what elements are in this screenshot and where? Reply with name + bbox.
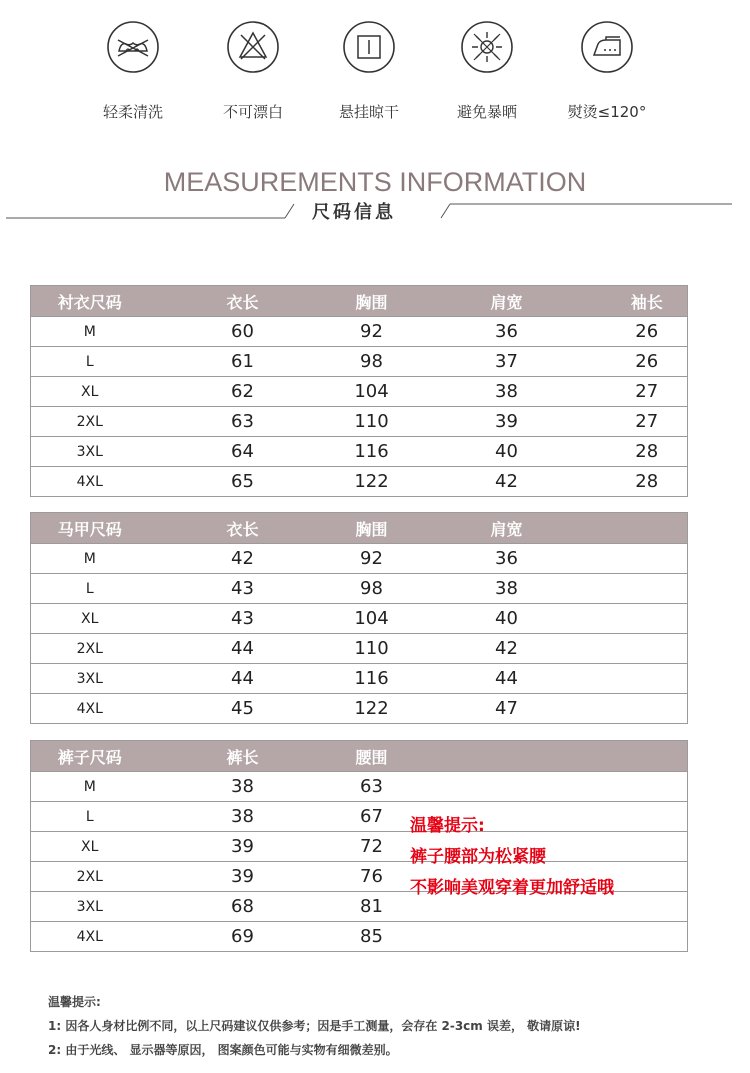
column-header: 胸围	[337, 286, 407, 317]
care-instructions	[0, 0, 750, 140]
vest-size-table	[30, 512, 688, 724]
table-cell: 68	[149, 892, 337, 922]
table-row	[31, 922, 688, 952]
table-cell	[607, 892, 688, 922]
size-cell: 3XL	[31, 437, 149, 467]
table-row	[31, 634, 688, 664]
care-label: 轻柔清洗	[102, 103, 163, 121]
table-cell: 26	[607, 317, 688, 347]
table-row	[31, 377, 688, 407]
table-cell: 38	[407, 574, 607, 604]
column-header: 肩宽	[407, 286, 607, 317]
table-row	[31, 802, 688, 832]
pants-tip-title: 温馨提示:	[410, 816, 485, 836]
size-cell: 3XL	[31, 892, 149, 922]
size-cell: 2XL	[31, 407, 149, 437]
table-cell: 26	[607, 347, 688, 377]
table-cell	[607, 574, 688, 604]
column-header	[407, 741, 607, 772]
table-cell: 39	[407, 407, 607, 437]
table-cell	[607, 832, 688, 862]
table-cell: 44	[149, 664, 337, 694]
table-cell: 85	[337, 922, 407, 952]
table-cell: 39	[149, 832, 337, 862]
no-bleach-icon	[226, 20, 280, 74]
table-cell	[607, 802, 688, 832]
column-header: 裤子尺码	[31, 741, 149, 772]
table-cell: 63	[337, 772, 407, 802]
size-cell: M	[31, 317, 149, 347]
table-cell: 36	[407, 317, 607, 347]
column-header: 袖长	[607, 286, 688, 317]
table-header-row	[31, 286, 688, 317]
table-cell: 81	[337, 892, 407, 922]
table-row	[31, 347, 688, 377]
table-cell: 27	[607, 407, 688, 437]
table-cell: 104	[337, 377, 407, 407]
table-cell: 36	[407, 544, 607, 574]
gentle-wash-icon	[106, 20, 160, 74]
table-cell	[607, 922, 688, 952]
pants-tip-line: 裤子腰部为松紧腰	[410, 847, 546, 867]
table-cell: 98	[337, 574, 407, 604]
table-cell: 122	[337, 694, 407, 724]
notes-title: 温馨提示:	[48, 995, 101, 1009]
footer-notes	[48, 990, 581, 1062]
table-row	[31, 664, 688, 694]
table-cell	[607, 694, 688, 724]
table-cell: 104	[337, 604, 407, 634]
column-header: 衣长	[149, 513, 337, 544]
table-header-row	[31, 741, 688, 772]
care-label: 避免暴晒	[456, 103, 517, 121]
notes-line: 2: 由于光线、 显示器等原因， 图案颜色可能与实物有细微差别。	[48, 1043, 398, 1057]
table-cell: 60	[149, 317, 337, 347]
table-cell: 61	[149, 347, 337, 377]
table-cell: 64	[149, 437, 337, 467]
table-cell	[607, 862, 688, 892]
column-header: 肩宽	[407, 513, 607, 544]
table-cell: 38	[149, 802, 337, 832]
column-header: 胸围	[337, 513, 407, 544]
table-cell	[607, 772, 688, 802]
table-cell: 116	[337, 664, 407, 694]
size-cell: XL	[31, 377, 149, 407]
column-header: 衬衣尺码	[31, 286, 149, 317]
table-cell: 67	[337, 802, 407, 832]
table-cell: 47	[407, 694, 607, 724]
table-cell: 28	[607, 467, 688, 497]
table-row	[31, 437, 688, 467]
column-header: 马甲尺码	[31, 513, 149, 544]
column-header: 腰围	[337, 741, 407, 772]
table-cell	[607, 604, 688, 634]
table-cell	[607, 664, 688, 694]
table-cell: 116	[337, 437, 407, 467]
pants-tip-line: 不影响美观穿着更加舒适哦	[410, 878, 614, 898]
table-row	[31, 604, 688, 634]
size-cell: XL	[31, 604, 149, 634]
table-cell: 42	[407, 634, 607, 664]
table-cell: 62	[149, 377, 337, 407]
size-cell: L	[31, 574, 149, 604]
table-cell: 45	[149, 694, 337, 724]
table-cell: 44	[149, 634, 337, 664]
table-cell: 28	[607, 437, 688, 467]
table-cell: 92	[337, 544, 407, 574]
care-label: 悬挂晾干	[338, 103, 399, 121]
table-cell: 92	[337, 317, 407, 347]
table-cell: 63	[149, 407, 337, 437]
size-cell: L	[31, 802, 149, 832]
table-row	[31, 772, 688, 802]
table-cell: 42	[407, 467, 607, 497]
size-cell: 4XL	[31, 694, 149, 724]
table-cell: 40	[407, 437, 607, 467]
iron-icon	[580, 20, 634, 74]
column-header: 裤长	[149, 741, 337, 772]
size-cell: 3XL	[31, 664, 149, 694]
size-cell: XL	[31, 832, 149, 862]
table-cell	[407, 772, 607, 802]
hang-dry-icon	[342, 20, 396, 74]
size-cell: 4XL	[31, 467, 149, 497]
size-cell: 2XL	[31, 862, 149, 892]
size-cell: M	[31, 544, 149, 574]
table-cell: 43	[149, 574, 337, 604]
table-cell: 40	[407, 604, 607, 634]
avoid-sun-icon	[460, 20, 514, 74]
table-cell: 39	[149, 862, 337, 892]
table-row	[31, 694, 688, 724]
care-label: 熨烫≤120°	[567, 103, 647, 121]
table-cell: 69	[149, 922, 337, 952]
table-cell: 98	[337, 347, 407, 377]
table-cell: 42	[149, 544, 337, 574]
table-row	[31, 544, 688, 574]
table-row	[31, 407, 688, 437]
size-cell: 4XL	[31, 922, 149, 952]
table-cell: 38	[149, 772, 337, 802]
size-cell: 2XL	[31, 634, 149, 664]
size-cell: M	[31, 772, 149, 802]
pants-size-table	[30, 740, 688, 952]
table-cell: 65	[149, 467, 337, 497]
table-cell: 43	[149, 604, 337, 634]
table-cell	[607, 544, 688, 574]
shirt-size-table	[30, 285, 688, 497]
column-header	[607, 513, 688, 544]
table-cell: 122	[337, 467, 407, 497]
table-cell: 44	[407, 664, 607, 694]
table-cell: 72	[337, 832, 407, 862]
table-cell: 38	[407, 377, 607, 407]
table-row	[31, 832, 688, 862]
table-row	[31, 467, 688, 497]
notes-line: 1: 因各人身材比例不同，以上尺码建议仅供参考；因是手工测量，会存在 2-3cm 误差， 敬请原谅!	[48, 1019, 581, 1033]
column-header	[607, 741, 688, 772]
table-cell: 76	[337, 862, 407, 892]
size-cell: L	[31, 347, 149, 377]
table-cell	[407, 922, 607, 952]
table-row	[31, 317, 688, 347]
care-label: 不可漂白	[222, 103, 283, 121]
table-cell: 27	[607, 377, 688, 407]
column-header: 衣长	[149, 286, 337, 317]
table-cell: 110	[337, 634, 407, 664]
table-header-row	[31, 513, 688, 544]
table-cell	[607, 634, 688, 664]
table-cell: 37	[407, 347, 607, 377]
table-cell: 110	[337, 407, 407, 437]
heading-chinese: 尺码信息	[312, 202, 396, 223]
heading-english: MEASUREMENTS INFORMATION	[163, 167, 587, 197]
table-row	[31, 574, 688, 604]
